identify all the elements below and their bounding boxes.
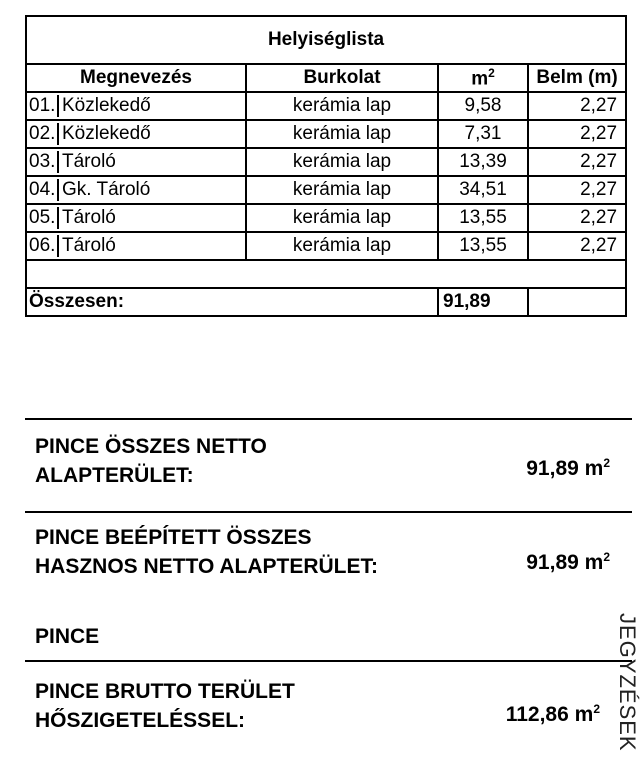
room-height: 2,27: [528, 120, 626, 148]
room-finish: kerámia lap: [246, 204, 438, 232]
header-name: Megnevezés: [26, 64, 246, 92]
room-name: 06. Tároló: [26, 232, 246, 260]
table-row: [26, 176, 626, 204]
room-height: 2,27: [528, 204, 626, 232]
room-finish: kerámia lap: [246, 148, 438, 176]
room-finish: kerámia lap: [246, 92, 438, 120]
header-finish: Burkolat: [246, 64, 438, 92]
room-list-table: [25, 15, 627, 317]
header-area: $m^2$: [438, 64, 528, 92]
room-area: 13,39: [438, 148, 528, 176]
table-row: [26, 232, 626, 260]
gross-area-label: PINCE BRUTTO TERÜLET HŐSZIGETELÉSSEL:: [35, 680, 295, 732]
room-area: 13,55: [438, 232, 528, 260]
room-area: 7,31: [438, 120, 528, 148]
total-row: [26, 288, 626, 316]
gross-area-value: 112,86 $m^2$: [505, 702, 600, 726]
table-row: [26, 204, 626, 232]
net-area-label: PINCE ÖSSZES NETTO ALAPTERÜLET:: [35, 435, 267, 487]
divider-line: [25, 660, 632, 662]
total-label: Összesen:: [26, 288, 438, 316]
table-title: Helyiséglista: [26, 16, 626, 64]
table-row: [26, 92, 626, 120]
room-name: 01. Közlekedő: [26, 92, 246, 120]
room-name: 04. Gk. Tároló: [26, 176, 246, 204]
header-height: Belm (m): [528, 64, 626, 92]
side-notes-text: JEGYZÉSEK: [615, 613, 640, 752]
room-height: 2,27: [528, 232, 626, 260]
empty-row: [26, 260, 626, 288]
total-value: 91,89: [438, 288, 528, 316]
room-area: 13,55: [438, 204, 528, 232]
room-height: 2,27: [528, 148, 626, 176]
room-area: 34,51: [438, 176, 528, 204]
room-finish: kerámia lap: [246, 176, 438, 204]
room-height: 2,27: [528, 176, 626, 204]
useful-area-label: PINCE BEÉPÍTETT ÖSSZES HASZNOS NETTO ALAPTERÜLET:: [35, 526, 379, 578]
room-name: 05. Tároló: [26, 204, 246, 232]
divider-line: [25, 418, 632, 420]
room-name: 02. Közlekedő: [26, 120, 246, 148]
room-area: 9,58: [438, 92, 528, 120]
room-name: 03. Tároló: [26, 148, 246, 176]
table-row: [26, 148, 626, 176]
room-height: 2,27: [528, 92, 626, 120]
table-row: [26, 120, 626, 148]
header-row: [26, 64, 626, 92]
room-finish: kerámia lap: [246, 232, 438, 260]
net-area-value: 91,89 $m^2$: [526, 456, 610, 480]
useful-area-value: 91,89 $m^2$: [526, 550, 610, 574]
room-finish: kerámia lap: [246, 120, 438, 148]
pince-label: PINCE: [35, 625, 100, 648]
divider-line: [25, 511, 632, 513]
